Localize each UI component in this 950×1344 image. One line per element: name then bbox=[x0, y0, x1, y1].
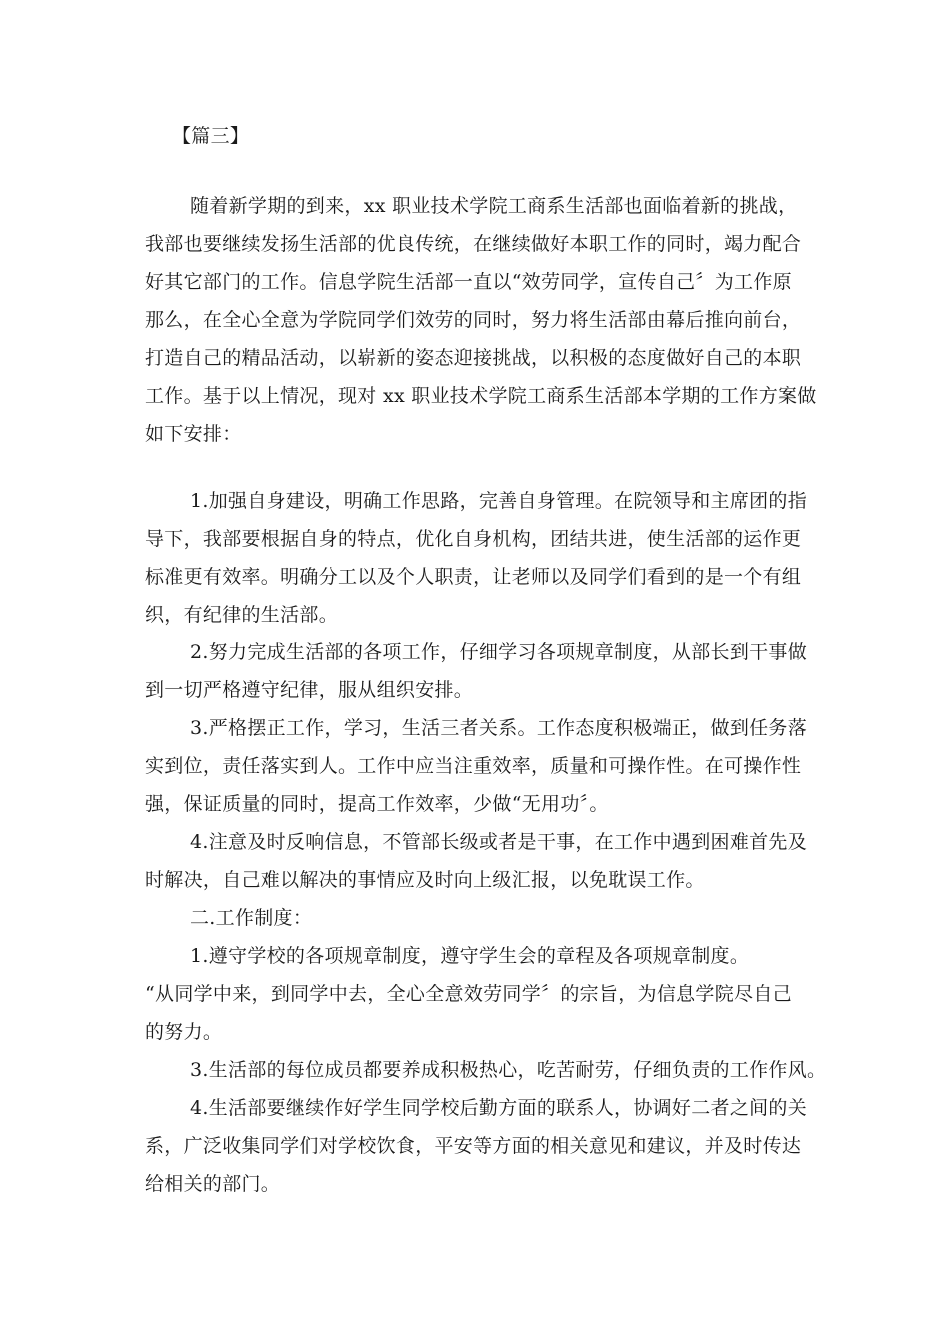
item-4-line-1: 4.注意及时反响信息，不管部长级或者是干事，在工作中遇到困难首先及 bbox=[190, 831, 808, 853]
rule-4-line-1: 4.生活部要继续作好学生同学校后勤方面的联系人，协调好二者之间的关 bbox=[190, 1097, 808, 1119]
item-1-line-1: 1.加强自身建设，明确工作思路，完善自身管理。在院领导和主席团的指 bbox=[190, 490, 808, 512]
item-1-line-4: 织，有纪律的生活部。 bbox=[145, 604, 339, 626]
intro-line-6: 工作。基于以上情况，现对 xx 职业技术学院工商系生活部本学期的工作方案做 bbox=[145, 385, 817, 407]
item-2-line-2: 到一切严格遵守纪律，服从组织安排。 bbox=[145, 679, 474, 701]
item-1-line-3: 标准更有效率。明确分工以及个人职责，让老师以及同学们看到的是一个有组 bbox=[145, 566, 802, 588]
rule-3: 3.生活部的每位成员都要养成积极热心，吃苦耐劳，仔细负责的工作作风。 bbox=[190, 1059, 827, 1081]
section-heading: 【篇三】 bbox=[172, 125, 250, 147]
item-3-line-1: 3.严格摆正工作，学习，生活三者关系。工作态度积极端正，做到任务落 bbox=[190, 717, 808, 739]
rule-4-line-2: 系，广泛收集同学们对学校饮食，平安等方面的相关意见和建议，并及时传达 bbox=[145, 1135, 802, 1157]
rule-4-line-3: 给相关的部门。 bbox=[145, 1173, 281, 1195]
section-two-title: 二.工作制度： bbox=[190, 907, 313, 929]
item-3-line-2: 实到位，责任落实到人。工作中应当注重效率，质量和可操作性。在可操作性 bbox=[145, 755, 802, 777]
intro-line-7: 如下安排： bbox=[145, 423, 242, 445]
item-2-line-1: 2.努力完成生活部的各项工作，仔细学习各项规章制度，从部长到干事做 bbox=[190, 641, 808, 663]
item-1-line-2: 导下，我部要根据自身的特点，优化自身机构，团结共进，使生活部的运作更 bbox=[145, 528, 802, 550]
intro-line-2: 我部也要继续发扬生活部的优良传统，在继续做好本职工作的同时，竭力配合 bbox=[145, 233, 802, 255]
intro-line-3: 好其它部门的工作。信息学院生活部一直以“效劳同学，宣传自己〞为工作原 bbox=[145, 271, 792, 293]
rule-2-line-1: “从同学中来，到同学中去，全心全意效劳同学〞的宗旨，为信息学院尽自己 bbox=[145, 983, 792, 1005]
intro-line-4: 那么，在全心全意为学院同学们效劳的同时，努力将生活部由幕后推向前台， bbox=[145, 309, 802, 331]
item-4-line-2: 时解决，自己难以解决的事情应及时向上级汇报，以免耽误工作。 bbox=[145, 869, 705, 891]
rule-1: 1.遵守学校的各项规章制度，遵守学生会的章程及各项规章制度。 bbox=[190, 945, 750, 967]
intro-line-5: 打造自己的精品活动，以崭新的姿态迎接挑战，以积极的态度做好自己的本职 bbox=[145, 347, 802, 369]
rule-2-line-2: 的努力。 bbox=[145, 1021, 223, 1043]
item-3-line-3: 强，保证质量的同时，提高工作效率，少做“无用功〞。 bbox=[145, 793, 609, 815]
intro-line-1: 随着新学期的到来，xx 职业技术学院工商系生活部也面临着新的挑战， bbox=[190, 195, 798, 217]
